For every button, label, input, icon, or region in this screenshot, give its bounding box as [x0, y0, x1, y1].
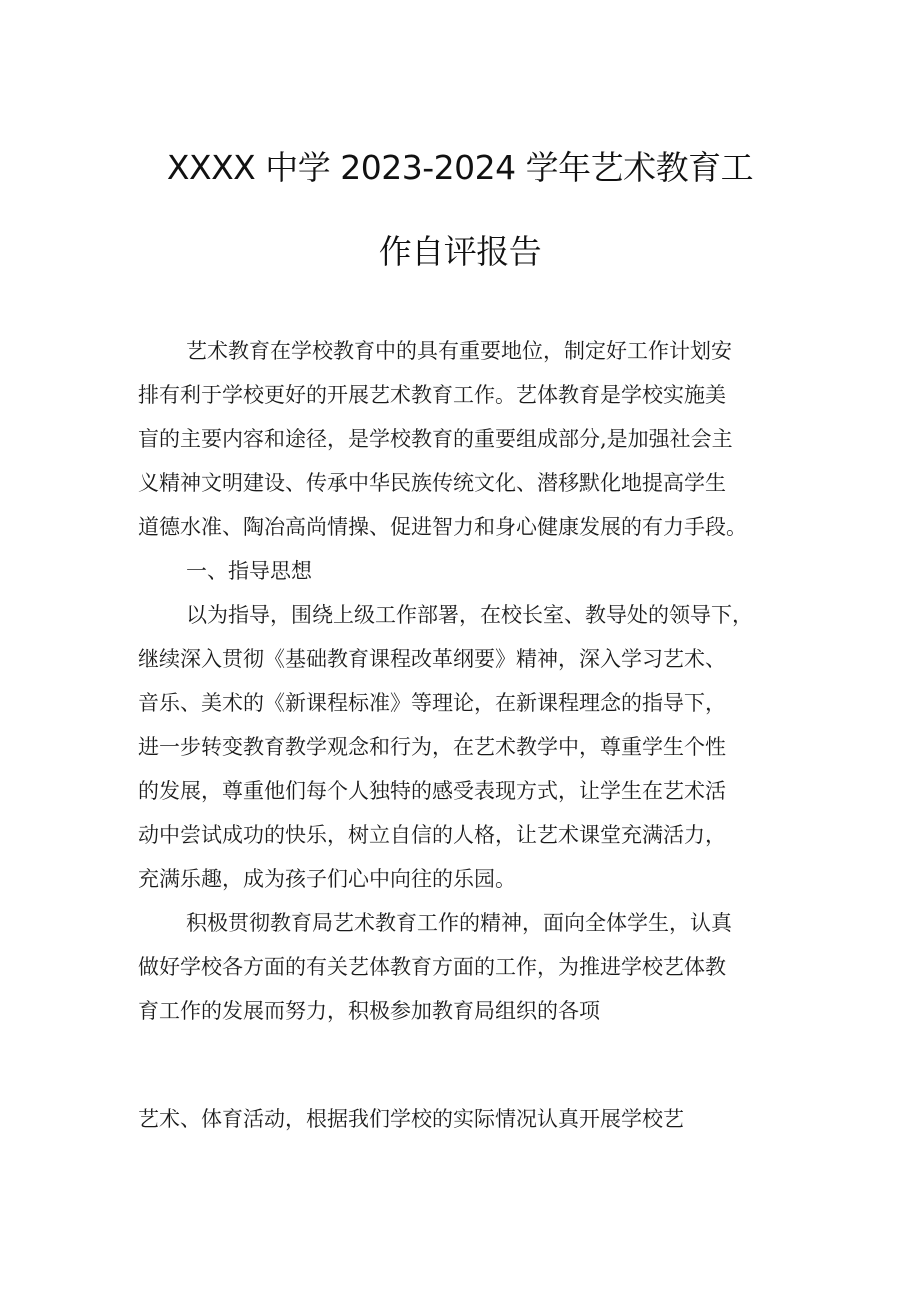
section-heading: 一、指导思想: [186, 559, 312, 583]
paragraph-line: 继续深入贯彻《基础教育课程改革纲要》精神，深入学习艺术、: [138, 647, 726, 671]
paragraph-line: 充满乐趣，成为孩子们心中向往的乐园。: [138, 867, 516, 891]
paragraph-line: 的发展，尊重他们每个人独特的感受表现方式，让学生在艺术活: [138, 779, 726, 803]
paragraph-line: 进一步转变教育教学观念和行为，在艺术教学中，尊重学生个性: [138, 735, 726, 759]
paragraph-line: 艺术教育在学校教育中的具有重要地位，制定好工作计划安: [186, 339, 732, 363]
paragraph-line: 艺术、体育活动，根据我们学校的实际情况认真开展学校艺: [138, 1107, 684, 1131]
paragraph-line: 排有利于学校更好的开展艺术教育工作。艺体教育是学校实施美: [138, 383, 726, 407]
paragraph-line: 育工作的发展而努力，积极参加教育局组织的各项: [138, 999, 600, 1023]
document-title-line-1: XXXX 中学 2023-2024 学年艺术教育工: [166, 148, 754, 187]
document-title-line-2: 作自评报告: [378, 232, 542, 271]
paragraph-line: 动中尝试成功的快乐，树立自信的人格，让艺术课堂充满活力，: [138, 823, 726, 847]
paragraph-line: 盲的主要内容和途径，是学校教育的重要组成部分,是加强社会主: [138, 427, 733, 451]
paragraph-line: 积极贯彻教育局艺术教育工作的精神，面向全体学生，认真: [186, 911, 732, 935]
paragraph-line: 音乐、美术的《新课程标准》等理论，在新课程理念的指导下，: [138, 691, 726, 715]
paragraph-line: 道德水准、陶冶高尚情操、促进智力和身心健康发展的有力手段。: [138, 515, 747, 539]
paragraph-line: 义精神文明建设、传承中华民族传统文化、潜移默化地提高学生: [138, 471, 726, 495]
paragraph-line: 以为指导，围绕上级工作部署，在校长室、教导处的领导下，: [186, 603, 753, 627]
paragraph-line: 做好学校各方面的有关艺体教育方面的工作，为推进学校艺体教: [138, 955, 726, 979]
